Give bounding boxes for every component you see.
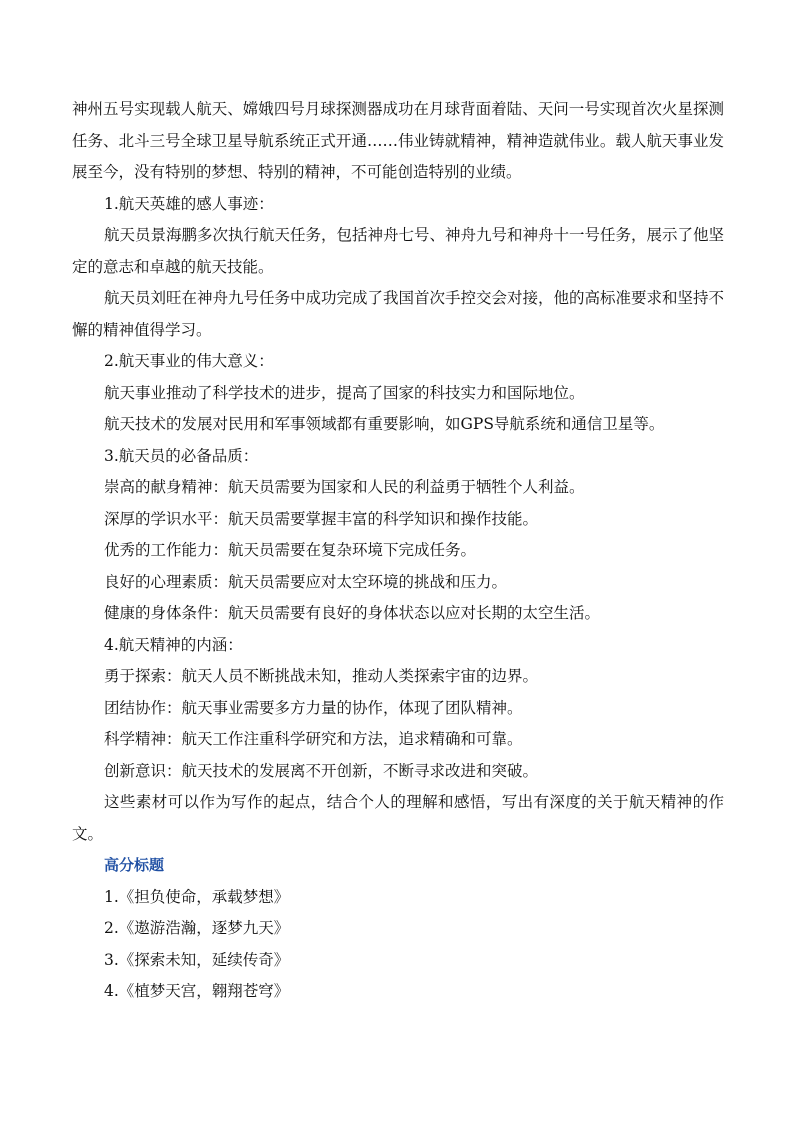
section-2-item-2: 航天技术的发展对民用和军事领域都有重要影响，如GPS导航系统和通信卫星等。: [104, 415, 665, 433]
title-item-1: 1.《担负使命，承载梦想》: [104, 887, 290, 906]
section-4-item-4: 创新意识：航天技术的发展离不开创新，不断寻求改进和突破。: [104, 761, 539, 780]
titles-heading: 高分标题: [104, 856, 165, 874]
title-item-3: 3.《探索未知，延续传奇》: [104, 950, 290, 969]
section-3-item-5: 健康的身体条件：航天员需要有良好的身体状态以应对长期的太空生活。: [104, 604, 601, 622]
section-heading-2: 2.航天事业的伟大意义：: [104, 352, 274, 370]
title-item-2: 2.《遨游浩瀚，逐梦九天》: [104, 919, 290, 937]
section-1-item-1: 航天员景海鹏多次执行航天任务，包括神舟七号、神舟九号和神舟十一号任务，展示了他坚定的意志和卓越的航天技能。: [72, 226, 725, 276]
intro-paragraph: 神州五号实现载人航天、嫦娥四号月球探测器成功在月球背面着陆、天问一号实现首次火星探测任务、北斗三号全球卫星导航系统正式开通……伟业铸就精神，精神造就伟业。载人航天事业发展至今，没有特别的梦想、特别的精神，不可能创造特别的业绩。: [72, 100, 724, 181]
section-heading-1: 1.航天英雄的感人事迹：: [104, 194, 274, 213]
section-2-item-1: 航天事业推动了科学技术的进步，提高了国家的科技实力和国际地位。: [104, 383, 585, 402]
section-1-item-2: 航天员刘旺在神舟九号任务中成功完成了我国首次手控交会对接，他的高标准要求和坚持不懈的精神值得学习。: [72, 289, 725, 339]
section-heading-4: 4.航天精神的内涵：: [104, 635, 243, 654]
section-3-item-2: 深厚的学识水平：航天员需要掌握丰富的科学知识和操作技能。: [104, 509, 539, 528]
conclusion-paragraph: 这些素材可以作为写作的起点，结合个人的理解和感悟，写出有深度的关于航天精神的作文。: [72, 793, 724, 843]
section-3-item-3: 优秀的工作能力：航天员需要在复杂环境下完成任务。: [104, 541, 477, 559]
section-3-item-1: 崇高的献身精神：航天员需要为国家和人民的利益勇于牺牲个人利益。: [104, 478, 585, 496]
section-4-item-3: 科学精神：航天工作注重科学研究和方法，追求精确和可靠。: [104, 730, 523, 748]
section-4-item-1: 勇于探索：航天人员不断挑战未知，推动人类探索宇宙的边界。: [104, 667, 539, 685]
section-heading-3: 3.航天员的必备品质：: [104, 446, 259, 465]
section-4-item-2: 团结协作：航天事业需要多方力量的协作，体现了团队精神。: [104, 698, 523, 717]
document-body: [72, 94, 724, 1008]
section-3-item-4: 良好的心理素质：航天员需要应对太空环境的挑战和压力。: [104, 572, 508, 591]
title-item-4: 4.《植梦天宫，翱翔苍穹》: [104, 982, 290, 1000]
